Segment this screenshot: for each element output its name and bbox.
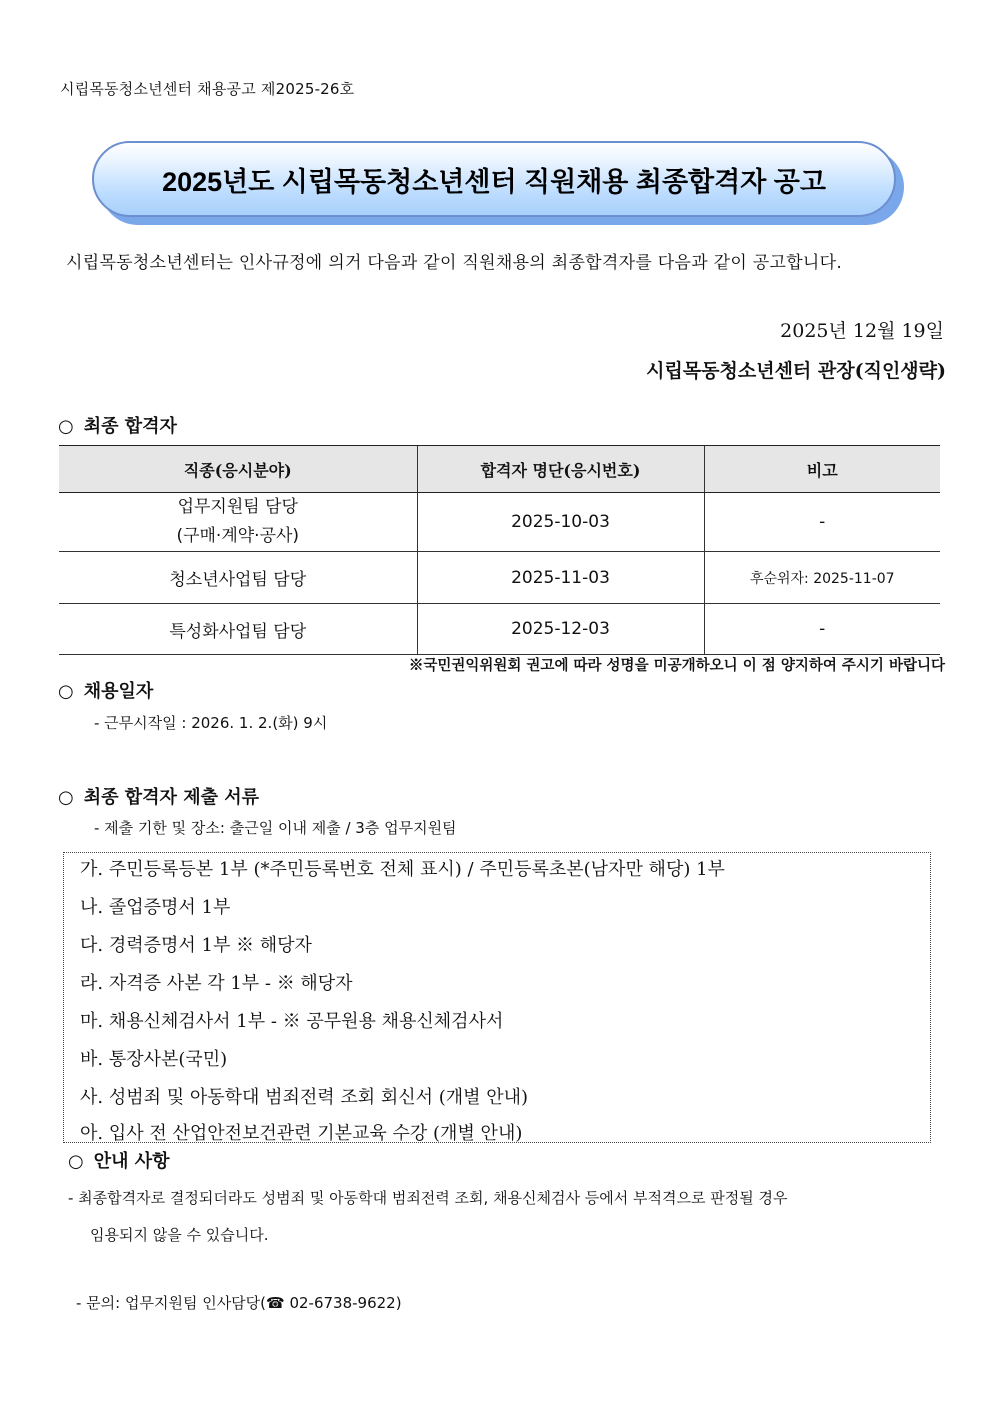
guide-text-line2: 임용되지 않을 수 있습니다.: [90, 1226, 269, 1244]
intro-text: 시립목동청소년센터는 인사규정에 의거 다음과 같이 직원채용의 최종합격자를 다음과 같이 공고합니다.: [66, 253, 843, 273]
contact-info: - 문의: 업무지원팀 인사담당(☎ 02-6738-9622): [76, 1294, 402, 1312]
section-final-heading: [58, 412, 177, 438]
field-line: (구매·계약·공사): [176, 526, 300, 546]
submission-deadline: - 제출 기한 및 장소: 출근일 이내 제출 / 3층 업무지원팀: [94, 819, 457, 837]
title-banner: [92, 141, 904, 225]
table-header: 비고: [704, 446, 940, 493]
section-guide-heading: [68, 1147, 170, 1173]
section-final-label: 최종 합격자: [83, 416, 177, 437]
table-cell-note: -: [704, 493, 940, 552]
section-documents-label: 최종 합격자 제출 서류: [83, 787, 260, 808]
table-cell-field: [59, 493, 417, 552]
section-hiring-heading: [58, 677, 153, 703]
circle-bullet: ○: [68, 1151, 84, 1172]
list-item: 마. 채용신체검사서 1부 - ※ 공무원용 채용신체검사서: [80, 1011, 504, 1032]
section-documents-heading: [58, 783, 259, 809]
table-header: 합격자 명단(응시번호): [417, 446, 704, 493]
list-item: 아. 입사 전 산업안전보건관련 기본교육 수강 (개별 안내): [80, 1123, 523, 1144]
privacy-note: ※국민권익위원회 권고에 따라 성명을 미공개하오니 이 점 양지하여 주시기 바랍니다: [408, 657, 945, 674]
documents-box: [63, 852, 931, 1143]
signer: 시립목동청소년센터 관장(직인생략): [646, 360, 946, 382]
table-row: [59, 552, 940, 604]
table-cell-number: 2025-12-03: [417, 604, 704, 655]
guide-text-line1: - 최종합격자로 결정되더라도 성범죄 및 아동학대 범죄전력 조회, 채용신체검사 등에서 부적격으로 판정될 경우: [68, 1189, 788, 1207]
table-cell-number: 2025-11-03: [417, 552, 704, 604]
circle-bullet: ○: [58, 416, 74, 437]
table-row: [59, 604, 940, 655]
list-item: 사. 성범죄 및 아동학대 범죄전력 조회 회신서 (개별 안내): [80, 1087, 529, 1108]
circle-bullet: ○: [58, 681, 74, 702]
table-cell-note: -: [704, 604, 940, 655]
start-date: - 근무시작일 : 2026. 1. 2.(화) 9시: [94, 714, 328, 732]
list-item: 가. 주민등록등본 1부 (*주민등록번호 전체 표시) / 주민등록초본(남자만 해당) 1부: [80, 859, 725, 880]
list-item: 라. 자격증 사본 각 1부 - ※ 해당자: [80, 973, 353, 994]
table-header: 직종(응시분야): [59, 446, 417, 493]
table-cell-field: 청소년사업팀 담당: [59, 552, 417, 604]
field-line: 업무지원팀 담당: [177, 497, 298, 517]
section-hiring-label: 채용일자: [83, 681, 154, 702]
table-cell-note: 후순위자: 2025-11-07: [704, 552, 940, 604]
table-cell-number: 2025-10-03: [417, 493, 704, 552]
table-header-row: [59, 446, 940, 493]
page-title: 2025년도 시립목동청소년센터 직원채용 최종합격자 공고: [92, 141, 896, 217]
table-cell-field: 특성화사업팀 담당: [59, 604, 417, 655]
table-row: [59, 493, 940, 552]
list-item: 다. 경력증명서 1부 ※ 해당자: [80, 935, 312, 956]
circle-bullet: ○: [58, 787, 74, 808]
result-table: [59, 445, 940, 655]
announcement-date: 2025년 12월 19일: [780, 320, 944, 342]
notice-number: 시립목동청소년센터 채용공고 제2025-26호: [60, 80, 355, 98]
list-item: 바. 통장사본(국민): [80, 1049, 228, 1070]
section-guide-label: 안내 사항: [93, 1151, 170, 1172]
list-item: 나. 졸업증명서 1부: [80, 897, 231, 918]
